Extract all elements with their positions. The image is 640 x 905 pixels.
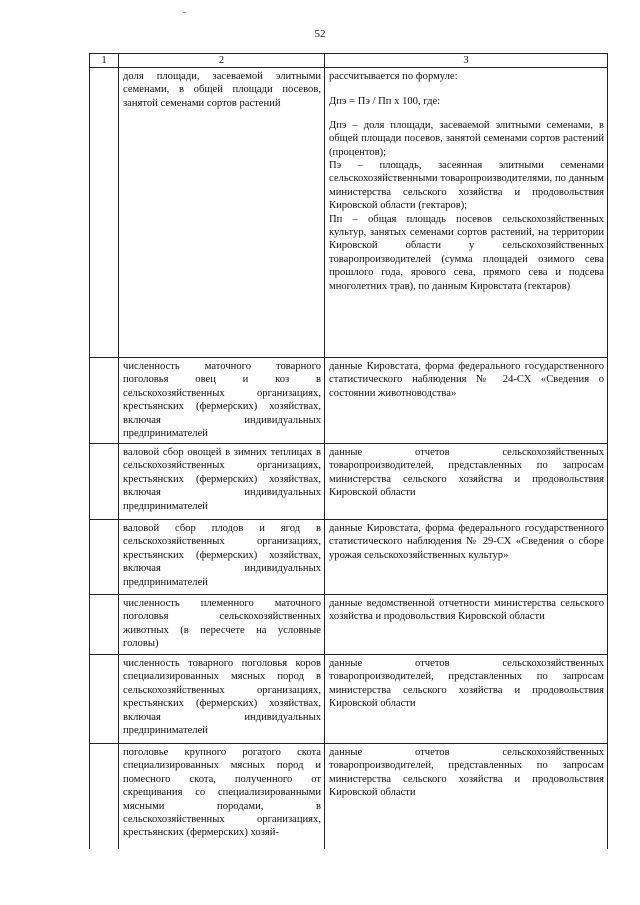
row-number-cell — [90, 68, 119, 358]
table-row — [90, 444, 608, 520]
data-source: данные отчетов сельскохозяйственных товаропроизводителей, представленных по запросам министерства сельского хозяйства и продовольствия Кировской области — [325, 655, 608, 744]
row-number-cell — [90, 655, 119, 744]
row-number-cell — [90, 358, 119, 444]
indicator-name: численность племенного маточного поголовья сельскохозяйственных животных (в пересчете на условные головы) — [119, 595, 325, 655]
data-source: данные Кировстата, форма федерального государственного статистического наблюдения № 29-СХ «Сведения о сборе урожая сельскохозяйственных культур» — [325, 520, 608, 595]
table-row — [90, 68, 608, 358]
data-source: данные отчетов сельскохозяйственных товаропроизводителей, представленных по запросам министерства сельского хозяйства и продовольствия Кировской области — [325, 744, 608, 849]
table-header-row — [90, 54, 608, 68]
data-source: данные Кировстата, форма федерального государственного статистического наблюдения № 24-СХ «Сведения о состоянии животноводства» — [325, 358, 608, 444]
scan-speck — [183, 12, 186, 13]
header-col-3: 3 — [325, 54, 608, 68]
indicator-name: валовой сбор овощей в зимних теплицах в сельскохозяйственных организациях, крестьянских (фермерских) хозяйствах, включая индивидуальных предпринимателей — [119, 444, 325, 520]
table-row — [90, 744, 608, 849]
header-col-1: 1 — [90, 54, 119, 68]
table-row — [90, 520, 608, 595]
row-number-cell — [90, 444, 119, 520]
indicator-name: численность маточного товарного поголовья овец и коз в сельскохозяйственных организациях, крестьянских (фермерских) хозяйствах, включая индивидуальных предпринимателей — [119, 358, 325, 444]
data-source — [325, 68, 608, 358]
formula: Дпэ = Пэ / Пп х 100, где: — [329, 96, 441, 108]
formula-intro: рассчитывается по формуле: — [329, 71, 458, 82]
formula-definition: Пэ – площадь, засеянная элитными семенами сельскохозяйственными товаропроизводителями, по данным министерства сельского хозяйства и продовольствия Кировской области (гектаров); — [329, 160, 604, 212]
indicator-name: поголовье крупного рогатого скота специализированных мясных пород и помесного скота, полученного от скрещивания со специализированными мясными породами, в сельскохозяйственных организациях, крестьянских (фермерских) хозяй- — [119, 744, 325, 849]
row-number-cell — [90, 595, 119, 655]
formula-definition: Пп – общая площадь посевов сельскохозяйственных культур, занятых семенами сортов растений, на территории Кировской области у сельскохозяйственных товаропроизводителей (сумма площадей озимого сева прошлого года, ярового сева, прямого сева и подсева многолетних трав), по данным Кировстата (гектаров) — [329, 213, 604, 292]
header-col-2: 2 — [119, 54, 325, 68]
indicator-name: численность товарного поголовья коров специализированных мясных пород в сельскохозяйственных организациях, крестьянских (фермерских) хозяйствах, включая индивидуальных предпринимателей — [119, 655, 325, 744]
data-source: данные отчетов сельскохозяйственных товаропроизводителей, представленных по запросам министерства сельского хозяйства и продовольствия Кировской области — [325, 444, 608, 520]
data-source: данные ведомственной отчетности министерства сельского хозяйства и продовольствия Кировской области — [325, 595, 608, 655]
indicator-name: валовой сбор плодов и ягод в сельскохозяйственных организациях, крестьянских (фермерских) хозяйствах, включая индивидуальных предпринимателей — [119, 520, 325, 595]
indicator-table — [89, 53, 608, 849]
row-number-cell — [90, 744, 119, 849]
table-row — [90, 655, 608, 744]
table-row — [90, 358, 608, 444]
page-number: 52 — [314, 28, 326, 40]
indicator-name: доля площади, засеваемой элитными семенами, в общей площади посевов, занятой семенами сортов растений — [119, 68, 325, 358]
table-row — [90, 595, 608, 655]
row-number-cell — [90, 520, 119, 595]
formula-definition: Дпэ – доля площади, засеваемой элитными семенами, в общей площади посевов, занятой семенами сортов растений (процентов); — [329, 119, 604, 158]
